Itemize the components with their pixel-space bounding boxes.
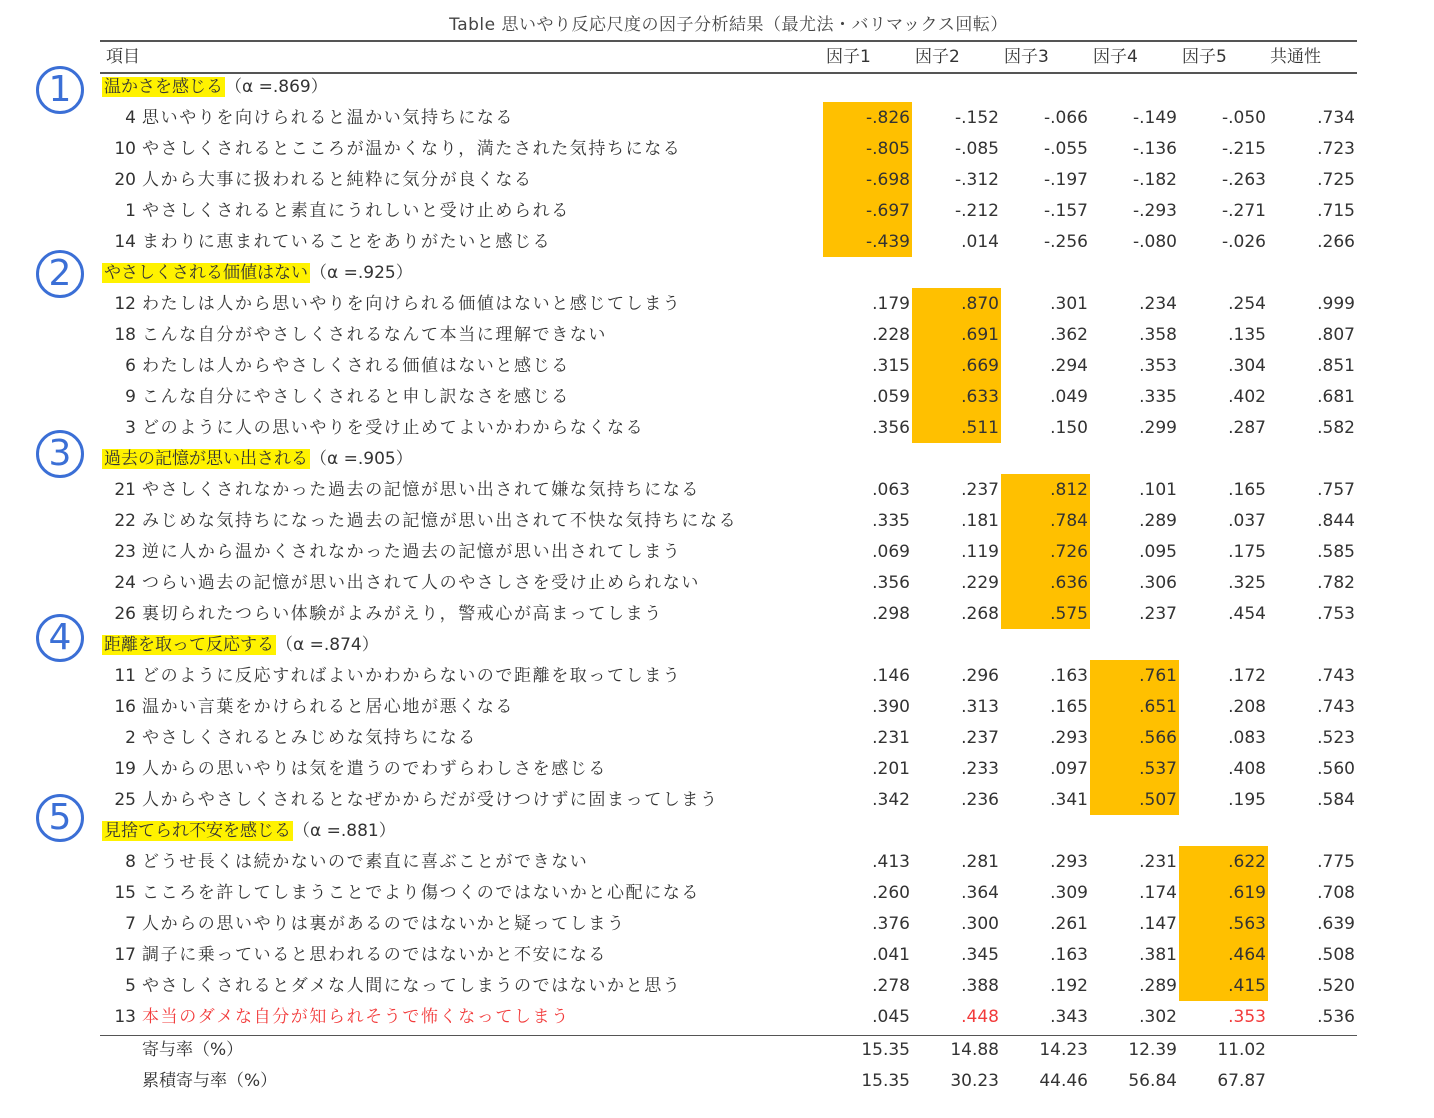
table-cell: .725 [1317,170,1355,191]
item-number: 3 [125,418,136,439]
table-cell: .228 [872,325,910,346]
item-number: 17 [114,945,136,966]
section-name: 見捨てられ不安を感じる [104,821,291,841]
table-cell: .851 [1317,356,1355,377]
table-cell: -.080 [1133,232,1177,253]
table-cell: -.212 [955,201,999,222]
section-number-circle: 5 [36,794,84,842]
section-heading [102,634,379,656]
table-cell: .651 [1139,697,1177,718]
header-col-1: 因子1 [826,47,871,67]
table-cell: .636 [1050,573,1088,594]
item-text: 思いやりを向けられると温かい気持ちになる [142,108,514,128]
table-cell: .345 [961,945,999,966]
table-cell: .523 [1317,728,1355,749]
table-cell: .726 [1050,542,1088,563]
table-cell: .575 [1050,604,1088,625]
table-cell: .743 [1317,697,1355,718]
item-text: やさしくされると素直にうれしいと受け止められる [142,201,570,222]
table-cell: .268 [961,604,999,625]
table-cell: .237 [961,480,999,500]
table-cell: -.197 [1044,170,1088,191]
item-text: 人から大事に扱われると純粋に気分が良くなる [142,170,533,191]
table-cell: .807 [1317,325,1355,346]
table-cell: .999 [1317,294,1355,314]
section-alpha: （α =.874） [276,635,379,655]
table-cell: .402 [1228,387,1266,408]
table-cell: .306 [1139,573,1177,594]
table-cell: .358 [1139,325,1177,346]
table-cell: .335 [1139,387,1177,408]
item-number: 7 [125,914,136,935]
table-cell: .315 [872,356,910,377]
footer-cell: 30.23 [950,1071,999,1091]
table-cell: -.271 [1222,201,1266,222]
item-number: 4 [125,108,136,128]
item-text: やさしくされなかった過去の記憶が思い出されて嫌な気持ちになる [142,480,700,500]
table-cell: .298 [872,604,910,625]
section-name: やさしくされる価値はない [104,263,308,283]
table-cell: .353 [1228,1007,1266,1028]
table-cell: .356 [872,573,910,594]
table-cell: .299 [1139,418,1177,439]
item-text: 逆に人から温かくされなかった過去の記憶が思い出されてしまう [142,542,682,563]
item-number: 25 [114,790,136,811]
item-text: 人からの思いやりは気を遣うのでわずらわしさを感じる [142,759,607,780]
table-cell: .301 [1050,294,1088,314]
table-cell: -.256 [1044,232,1088,253]
item-number: 5 [125,976,136,997]
table-cell: .234 [1139,294,1177,314]
table-cell: .296 [961,666,999,686]
table-cell: -.152 [955,108,999,128]
table-cell: .566 [1139,728,1177,749]
table-cell: -.698 [866,170,910,191]
table-cell: .095 [1139,542,1177,563]
table-cell: .362 [1050,325,1088,346]
table-cell: .237 [961,728,999,749]
table-cell: .335 [872,511,910,532]
section-number-circle: 3 [36,430,84,478]
table-cell: .294 [1050,356,1088,377]
section-heading [102,448,413,470]
item-text: 調子に乗っていると思われるのではないかと不安になる [142,945,607,966]
section-alpha: （α =.881） [293,821,396,841]
header-col-3: 因子3 [1004,47,1049,67]
section-heading [102,820,396,842]
table-cell: .150 [1050,418,1088,439]
table-cell: .195 [1228,790,1266,811]
table-cell: .584 [1317,790,1355,811]
footer-cell: 14.23 [1039,1040,1088,1060]
table-cell: .622 [1228,852,1266,872]
table-cell: .192 [1050,976,1088,997]
table-cell: .563 [1228,914,1266,935]
table-cell: .037 [1228,511,1266,532]
table-cell: .179 [872,294,910,314]
table-cell: .045 [872,1007,910,1028]
table-cell: .691 [961,325,999,346]
table-cell: .761 [1139,666,1177,686]
table-cell: .289 [1139,976,1177,997]
table-cell: .325 [1228,573,1266,594]
footer-label: 寄与率（%） [142,1040,244,1060]
item-number: 11 [114,666,136,686]
item-text: 人からの思いやりは裏があるのではないかと疑ってしまう [142,914,626,935]
item-text: こんな自分がやさしくされるなんて本当に理解できない [142,325,607,346]
section-name: 距離を取って反応する [104,635,274,655]
table-cell: .278 [872,976,910,997]
table-cell: .281 [961,852,999,872]
item-number: 15 [114,883,136,904]
table-cell: -.805 [866,139,910,160]
table-cell: .812 [1050,480,1088,500]
table-cell: .208 [1228,697,1266,718]
table-cell: -.215 [1222,139,1266,160]
table-cell: .381 [1139,945,1177,966]
item-text: つらい過去の記憶が思い出されて人のやさしさを受け止められない [142,573,700,594]
footer-rule [100,1035,1357,1036]
table-cell: -.085 [955,139,999,160]
table-cell: .390 [872,697,910,718]
table-cell: .174 [1139,883,1177,904]
table-cell: .059 [872,387,910,408]
item-number: 26 [114,604,136,625]
header-rule [100,72,1357,74]
table-cell: .163 [1050,945,1088,966]
table-cell: .236 [961,790,999,811]
table-cell: .135 [1228,325,1266,346]
item-text: わたしは人からやさしくされる価値はないと感じる [142,356,570,377]
table-cell: .734 [1317,108,1355,128]
table-cell: -.157 [1044,201,1088,222]
table-cell: .309 [1050,883,1088,904]
table-cell: .633 [961,387,999,408]
table-cell: -.136 [1133,139,1177,160]
table-cell: .300 [961,914,999,935]
table-cell: .560 [1317,759,1355,780]
item-text: こんな自分にやさしくされると申し訳なさを感じる [142,387,570,408]
top-rule [100,40,1357,42]
table-cell: .536 [1317,1007,1355,1028]
table-cell: .229 [961,573,999,594]
table-cell: .302 [1139,1007,1177,1028]
table-cell: -.697 [866,201,910,222]
table-cell: .014 [961,232,999,253]
item-text: やさしくされるとダメな人間になってしまうのではないかと思う [142,976,682,997]
footer-cell: 44.46 [1039,1071,1088,1091]
item-number: 16 [114,697,136,718]
table-cell: .353 [1139,356,1177,377]
section-alpha: （α =.905） [310,449,413,469]
item-number: 10 [114,139,136,160]
table-cell: .454 [1228,604,1266,625]
table-cell: -.312 [955,170,999,191]
footer-cell: 12.39 [1128,1040,1177,1060]
table-cell: .313 [961,697,999,718]
section-heading [102,262,413,284]
table-cell: .619 [1228,883,1266,904]
item-text: やさしくされるとみじめな気持ちになる [142,728,477,749]
item-number: 13 [114,1007,136,1028]
header-col-6: 共通性 [1270,47,1321,67]
table-cell: -.439 [866,232,910,253]
table-cell: .870 [961,294,999,314]
item-text: やさしくされるとこころが温かくなり，満たされた気持ちになる [142,139,682,160]
footer-cell: 15.35 [861,1071,910,1091]
table-cell: .237 [1139,604,1177,625]
item-number: 1 [125,201,136,222]
footer-cell: 11.02 [1217,1040,1266,1060]
footer-cell: 56.84 [1128,1071,1177,1091]
footer-label: 累積寄与率（%） [142,1071,278,1091]
table-cell: .287 [1228,418,1266,439]
table-cell: .669 [961,356,999,377]
item-text: まわりに恵まれていることをありがたいと感じる [142,232,552,253]
table-cell: .163 [1050,666,1088,686]
table-cell: .165 [1228,480,1266,500]
table-cell: .172 [1228,666,1266,686]
table-cell: .537 [1139,759,1177,780]
table-cell: .119 [961,542,999,563]
table-cell: .260 [872,883,910,904]
table-cell: .201 [872,759,910,780]
table-cell: .507 [1139,790,1177,811]
footer-cell: 67.87 [1217,1071,1266,1091]
table-cell: -.826 [866,108,910,128]
table-cell: .520 [1317,976,1355,997]
header-col-4: 因子4 [1093,47,1138,67]
table-cell: -.263 [1222,170,1266,191]
table-cell: .464 [1228,945,1266,966]
item-text: わたしは人から思いやりを向けられる価値はないと感じてしまう [142,294,682,314]
item-text: 人からやさしくされるとなぜかからだが受けつけずに固まってしまう [142,790,719,811]
table-cell: .261 [1050,914,1088,935]
table-cell: .448 [961,1007,999,1028]
table-cell: .231 [872,728,910,749]
table-cell: -.055 [1044,139,1088,160]
item-text: 本当のダメな自分が知られそうで怖くなってしまう [142,1007,570,1028]
table-cell: .782 [1317,573,1355,594]
table-cell: -.050 [1222,108,1266,128]
item-number: 20 [114,170,136,191]
table-cell: .231 [1139,852,1177,872]
section-number-circle: 1 [36,66,84,114]
item-number: 6 [125,356,136,377]
item-number: 19 [114,759,136,780]
item-number: 18 [114,325,136,346]
footer-cell: 14.88 [950,1040,999,1060]
item-text: みじめな気持ちになった過去の記憶が思い出されて不快な気持ちになる [142,511,738,532]
item-text: どのように人の思いやりを受け止めてよいかわからなくなる [142,418,645,439]
table-cell: .181 [961,511,999,532]
item-text: 温かい言葉をかけられると居心地が悪くなる [142,697,514,718]
section-number-circle: 2 [36,250,84,298]
table-cell: .101 [1139,480,1177,500]
item-text: どのように反応すればよいかわからないので距離を取ってしまう [142,666,682,686]
table-cell: .715 [1317,201,1355,222]
table-cell: .147 [1139,914,1177,935]
table-cell: .508 [1317,945,1355,966]
table-cell: .146 [872,666,910,686]
table-cell: .049 [1050,387,1088,408]
table-cell: .293 [1050,852,1088,872]
table-cell: -.026 [1222,232,1266,253]
header-col-2: 因子2 [915,47,960,67]
item-number: 8 [125,852,136,872]
table-cell: .757 [1317,480,1355,500]
table-cell: .165 [1050,697,1088,718]
table-cell: .304 [1228,356,1266,377]
table-cell: .083 [1228,728,1266,749]
item-number: 2 [125,728,136,749]
table-cell: .342 [872,790,910,811]
item-number: 24 [114,573,136,594]
table-title: Table 思いやり反応尺度の因子分析結果（最尤法・バリマックス回転） [449,15,1008,35]
table-cell: .784 [1050,511,1088,532]
item-number: 14 [114,232,136,253]
table-cell: .254 [1228,294,1266,314]
item-text: 裏切られたつらい体験がよみがえり，警戒心が高まってしまう [142,604,663,625]
table-cell: .097 [1050,759,1088,780]
table-cell: .511 [961,418,999,439]
table-cell: -.293 [1133,201,1177,222]
table-cell: -.149 [1133,108,1177,128]
table-cell: .356 [872,418,910,439]
item-number: 12 [114,294,136,314]
item-text: こころを許してしまうことでより傷つくのではないかと心配になる [142,883,700,904]
section-name: 過去の記憶が思い出される [104,449,308,469]
section-alpha: （α =.925） [310,263,413,283]
table-cell: .408 [1228,759,1266,780]
table-cell: .743 [1317,666,1355,686]
table-cell: .289 [1139,511,1177,532]
table-cell: .775 [1317,852,1355,872]
table-cell: -.182 [1133,170,1177,191]
table-cell: .415 [1228,976,1266,997]
table-cell: .639 [1317,914,1355,935]
table-cell: .041 [872,945,910,966]
item-number: 21 [114,480,136,500]
table-cell: .063 [872,480,910,500]
table-cell: .388 [961,976,999,997]
table-cell: .681 [1317,387,1355,408]
item-number: 9 [125,387,136,408]
table-cell: .585 [1317,542,1355,563]
table-cell: .266 [1317,232,1355,253]
table-cell: .582 [1317,418,1355,439]
footer-cell: 15.35 [861,1040,910,1060]
table-cell: .413 [872,852,910,872]
section-name: 温かさを感じる [104,77,223,97]
table-cell: .708 [1317,883,1355,904]
section-number-circle: 4 [36,614,84,662]
table-cell: .341 [1050,790,1088,811]
table-cell: .753 [1317,604,1355,625]
table-cell: -.066 [1044,108,1088,128]
table-cell: .175 [1228,542,1266,563]
table-cell: .293 [1050,728,1088,749]
table-cell: .233 [961,759,999,780]
table-cell: .376 [872,914,910,935]
table-cell: .723 [1317,139,1355,160]
table-cell: .343 [1050,1007,1088,1028]
item-number: 23 [114,542,136,563]
table-cell: .844 [1317,511,1355,532]
section-alpha: （α =.869） [225,77,328,97]
table-cell: .069 [872,542,910,563]
header-col-5: 因子5 [1182,47,1227,67]
header-item-col: 項目 [106,47,140,67]
table-cell: .364 [961,883,999,904]
item-number: 22 [114,511,136,532]
item-text: どうせ長くは続かないので素直に喜ぶことができない [142,852,589,872]
section-heading [102,76,328,98]
